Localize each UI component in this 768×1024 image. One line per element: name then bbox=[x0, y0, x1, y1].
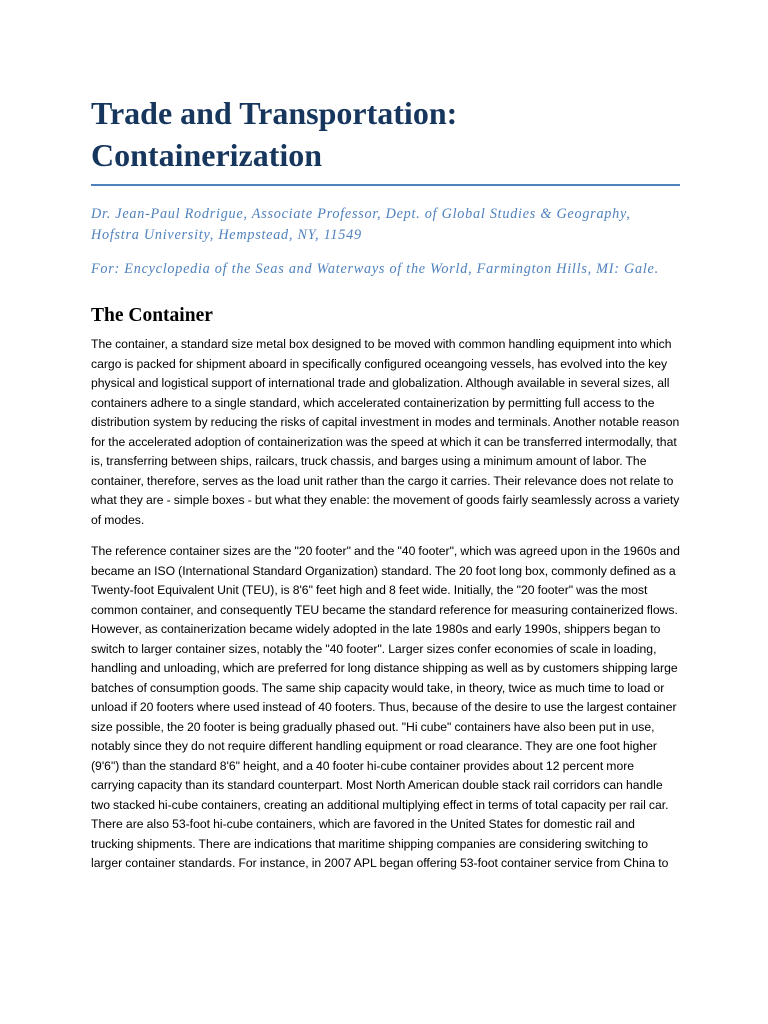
title-line-1: Trade and Transportation: bbox=[91, 95, 458, 131]
body-paragraph-2: The reference container sizes are the "20 footer" and the "40 footer", which was agreed upon in the 1960s and became an ISO (International Standard Organization) standard. The 20 foot long box, commonly defined as a Twenty-foot Equivalent Unit (TEU), is 8'6" feet high and 8 feet wide. Initially, the "20 footer" was the most common container, and consequently TEU became the standard reference for measuring containerized flows. However, as containerization became widely adopted in the late 1980s and early 1990s, shippers began to switch to larger container sizes, notably the "40 footer". Larger sizes confer economies of scale in loading, handling and unloading, which are preferred for long distance shipping as well as by customers shipping large batches of consumption goods. The same ship capacity would take, in theory, twice as much time to load or unload if 20 footers where used instead of 40 footers. Thus, because of the desire to use the largest container size possible, the 20 footer is being gradually phased out. "Hi cube" containers have also been put in use, notably since they do not require different handling equipment or road clearance. They are one foot higher (9'6") than the standard 8'6" height, and a 40 footer hi-cube container provides about 12 percent more carrying capacity than its standard counterpart. Most North American double stack rail corridors can handle two stacked hi-cube containers, creating an additional multiplying effect in terms of total capacity per rail car. There are also 53-foot hi-cube containers, which are favored in the United States for domestic rail and trucking shipments. There are indications that maritime shipping companies are considering switching to larger container standards. For instance, in 2007 APL began offering 53-foot container service from China to bbox=[91, 544, 680, 870]
publication-source: For: Encyclopedia of the Seas and Waterways of the World, Farmington Hills, MI: Gale. bbox=[91, 261, 659, 277]
document-title bbox=[91, 92, 680, 176]
title-line-2: Containerization bbox=[91, 137, 323, 173]
section-heading: The Container bbox=[91, 305, 213, 326]
author-affiliation: Dr. Jean-Paul Rodrigue, Associate Professor, Dept. of Global Studies & Geography, Hofstra University, Hempstead, NY, 11549 bbox=[91, 206, 631, 243]
body-paragraph-1: The container, a standard size metal box designed to be moved with common handling equipment into which cargo is packed for shipment aboard in specifically configured oceangoing vessels, has evolved into the key physical and logistical support of international trade and globalization. Although available in several sizes, all containers adhere to a single standard, which accelerated containerization by permitting full access to the distribution system by reducing the risks of capital investment in modes and terminals. Another notable reason for the accelerated adoption of containerization was the speed at which it can be transferred intermodally, that is, transferring between ships, railcars, truck chassis, and barges using a minimum amount of labor. The container, therefore, serves as the load unit rather than the cargo it carries. Their relevance does not relate to what they are - simple boxes - but what they enable: the movement of goods fairly seamlessly across a variety of modes. bbox=[91, 337, 680, 527]
title-divider bbox=[91, 184, 680, 186]
